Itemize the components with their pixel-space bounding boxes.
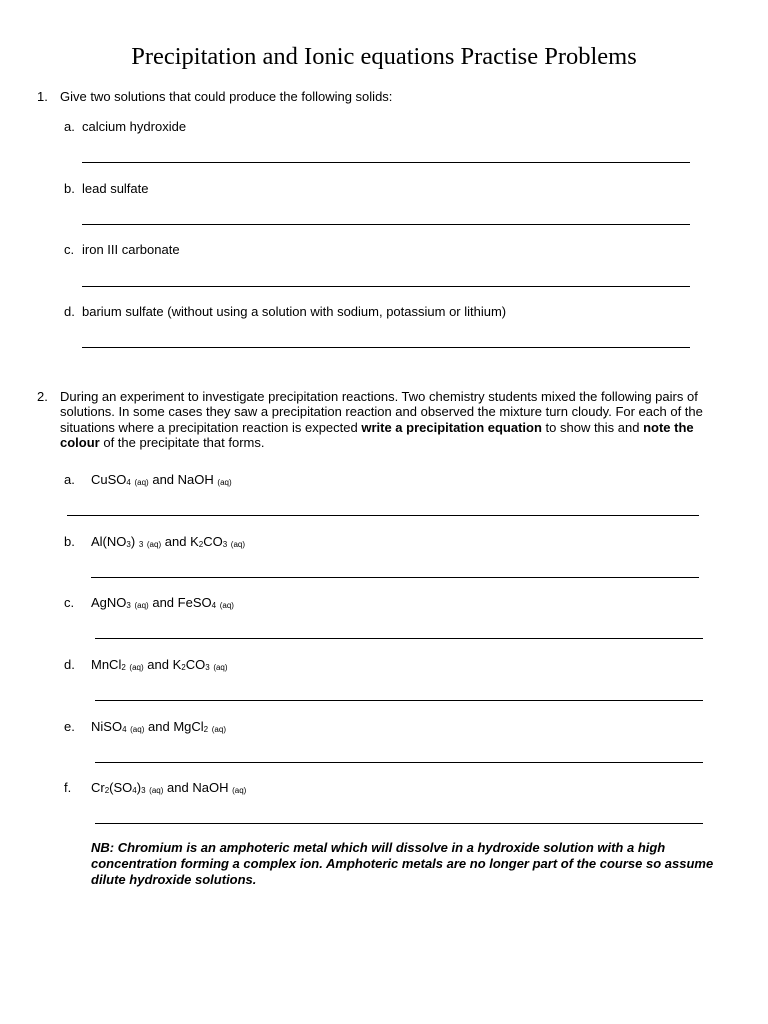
q2-item-b-letter: b.	[64, 534, 75, 549]
q2-item-e-letter: e.	[64, 719, 75, 734]
q1-item-a-text: calcium hydroxide	[82, 119, 187, 134]
q2-item-f-formula: $Cr_2(SO_4)_3$ $_{(aq)}$ and NaOH $_{(aq)}$	[91, 780, 247, 795]
q1-item-a-answer-line[interactable]	[82, 162, 690, 163]
question-2-number: 2.	[37, 389, 48, 404]
q2-item-b-formula: $Al(NO_3)$ $_3$ $_{(aq)}$ and $K_2CO_3$ $_{(aq)}$	[91, 534, 246, 549]
q2-item-a-formula: CuSO$_4$ $_{(aq)}$ and NaOH $_{(aq)}$	[91, 472, 232, 487]
question-1-number: 1.	[37, 89, 48, 104]
q1-item-b-answer-line[interactable]	[82, 224, 690, 225]
q2-item-f-letter: f.	[64, 780, 72, 795]
q2-item-d-formula: MnCl$_2$ $_{(aq)}$ and $K_2CO_3$ $_{(aq)}$	[91, 657, 228, 672]
q1-item-b-text: lead sulfate	[82, 181, 149, 196]
q1-item-d-text: barium sulfate (without using a solution with sodium, potassium or lithium)	[82, 304, 507, 319]
q2-item-c-answer-line[interactable]	[95, 638, 703, 639]
chromium-note: NB: Chromium is an amphoteric metal which will dissolve in a hydroxide solution with a high concentration forming a complex ion. Amphoteric metals are no longer part of the course so assume dilute hydroxide solutions.	[91, 840, 714, 887]
q2-item-e-formula: NiSO$_4$ $_{(aq)}$ and MgCl$_2$ $_{(aq)}$	[91, 719, 226, 734]
q1-item-d-answer-line[interactable]	[82, 347, 690, 348]
question-1-prompt: Give two solutions that could produce the following solids:	[60, 89, 393, 104]
q2-item-d-answer-line[interactable]	[95, 700, 703, 701]
q1-item-c-letter: c.	[64, 242, 75, 257]
q2-item-a-letter: a.	[64, 472, 75, 487]
q1-item-a-letter: a.	[64, 119, 75, 134]
q2-item-e-answer-line[interactable]	[95, 762, 703, 763]
page-title: Precipitation and Ionic equations Practise Problems	[131, 43, 637, 70]
q2-item-b-answer-line[interactable]	[91, 577, 699, 578]
q1-item-c-answer-line[interactable]	[82, 286, 690, 287]
q1-item-d-letter: d.	[64, 304, 75, 319]
q1-item-b-letter: b.	[64, 181, 75, 196]
q2-item-d-letter: d.	[64, 657, 75, 672]
q2-item-c-letter: c.	[64, 595, 75, 610]
q2-item-c-formula: AgNO$_3$ $_{(aq)}$ and FeSO$_4$ $_{(aq)}$	[91, 595, 234, 610]
q2-item-a-answer-line[interactable]	[67, 515, 699, 516]
q2-item-f-answer-line[interactable]	[95, 823, 703, 824]
question-2-prompt: During an experiment to investigate precipitation reactions. Two chemistry students mixed the following pairs of solutions. In some cases they saw a precipitation reaction and observed the mixture turn cloudy. For each of the situations where a precipitation reaction is expected write a precipitation equation to show this and note the colour of the precipitate that forms.	[60, 389, 703, 450]
q1-item-c-text: iron III carbonate	[82, 242, 180, 257]
